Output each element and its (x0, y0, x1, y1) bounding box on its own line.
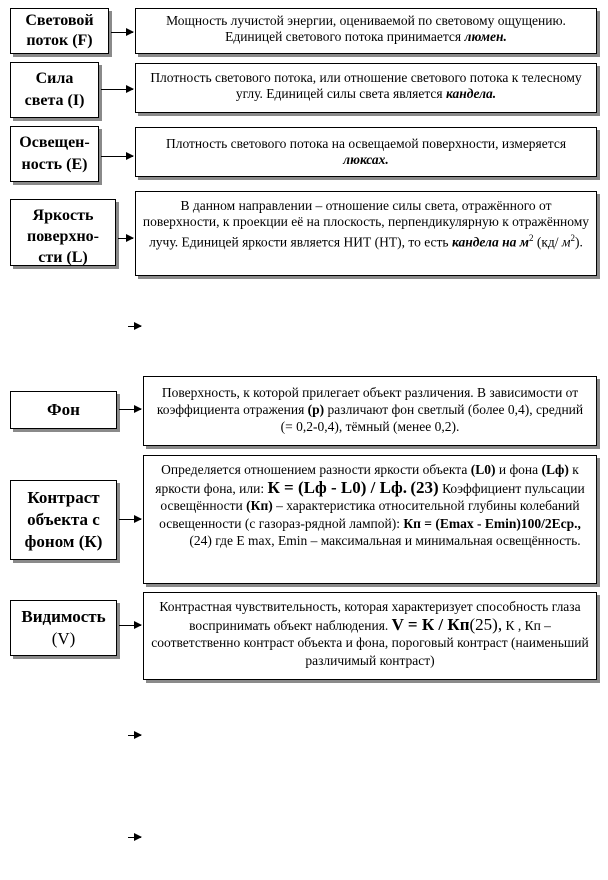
term-line: (V) (51, 629, 76, 648)
term-visibility (10, 600, 117, 656)
equation-number: (23) (410, 477, 439, 497)
symbol-kp: (Кп) (246, 498, 273, 513)
reflectance-symbol: (р) (307, 402, 325, 417)
arrow (111, 32, 133, 33)
desc-text: Коэффициент пульсации освещённости (160, 480, 585, 513)
desc-text: Контрастная чувствительность, которая характеризует способность глаза воспринимать объект наблюдения. (159, 599, 581, 633)
symbol-l0: (L0) (470, 462, 496, 477)
desc-text: к яркости фона, или: (155, 462, 579, 496)
term-luminance (10, 199, 116, 266)
symbol-lf: (Lф) (541, 462, 569, 477)
desc-text: (кд/ (533, 234, 562, 250)
superscript: 2 (570, 233, 576, 243)
desc-text: различают фон светлый (более 0,4), средний (= 0,2-0,4), тёмный (менее 0,2). (280, 402, 584, 434)
arrow (119, 409, 141, 410)
desc-text: и (498, 462, 507, 477)
arrow (101, 89, 133, 90)
stray-arrow (128, 326, 141, 327)
term-line: сти (L) (38, 249, 88, 266)
term-background (10, 391, 117, 429)
desc-text: ). (575, 234, 583, 250)
desc-text: Поверхность, к которой прилегает объект различения. В зависимости от коэффициента отражения (156, 385, 579, 417)
term-contrast (10, 480, 117, 560)
term-line: ность (E) (21, 156, 88, 173)
desc-text: Мощность лучистой энергии, оцениваемой по световому ощущению. Единицей светового потока принимается (166, 13, 566, 44)
desc-text: м (561, 234, 571, 250)
desc-luminance (135, 191, 597, 276)
term-line: света (I) (24, 92, 85, 109)
equation-number: (25), (469, 614, 503, 634)
term-line: Яркость (32, 207, 94, 224)
term-luminous-intensity (10, 62, 99, 118)
term-line: Световой (25, 12, 94, 29)
formula-visibility: V = К / Кп (391, 614, 470, 634)
term-line: поверхно- (26, 228, 99, 245)
term-line: Освещен- (19, 134, 90, 151)
stray-arrow (128, 735, 141, 736)
unit-candela-per-m2: кандела на м (451, 234, 529, 250)
desc-visibility (143, 592, 597, 680)
arrow (118, 238, 133, 239)
equation-number: (24) (189, 533, 212, 548)
term-line: Контраст (27, 488, 100, 507)
arrow (101, 156, 133, 157)
term-line: Сила (35, 70, 74, 87)
term-line: фоном (К) (24, 532, 103, 551)
desc-text: Плотность светового потока, или отношение светового потока к телесному углу. Единицей силы света является (150, 70, 582, 101)
desc-background (143, 376, 597, 446)
desc-text: Определяется отношением разности яркости объекта (161, 462, 468, 477)
term-luminous-flux (10, 8, 109, 54)
unit-candela: кандела. (446, 86, 497, 101)
desc-text: где E max, Emin – максимальная и минимальная освещённость. (215, 533, 581, 548)
desc-text: – характеристика относительной глубины колебаний освещенности (с газораз-рядной лампой): (159, 498, 580, 531)
unit-lumen: люмен. (464, 29, 507, 44)
term-line: поток (F) (26, 32, 93, 49)
desc-text: В данном направлении – отношение силы света, отражённого от поверхности, к проекции её на плоскость, перпендикулярную к отражённому лучу. Единицей яркости является НИТ (НТ), то есть (142, 198, 590, 250)
desc-illuminance (135, 127, 597, 177)
arrow (119, 625, 141, 626)
desc-text: фона (509, 462, 539, 477)
unit-lux: люксах. (343, 152, 389, 167)
desc-luminous-intensity (135, 63, 597, 113)
formula-contrast: К = (Lф - L0) / Lф. (267, 477, 407, 497)
term-line: Видимость (21, 607, 106, 626)
desc-text: К , Кп – соответственно контраст объекта и фона, пороговый контраст (наименьший различимый контраст) (151, 617, 589, 668)
formula-pulsation: Кп = (Emax - Emin)100/2Eср., (403, 515, 581, 531)
superscript: 2 (528, 233, 534, 243)
desc-contrast (143, 455, 597, 584)
term-illuminance (10, 126, 99, 182)
desc-text: Плотность светового потока на освещаемой поверхности, измеряется (165, 136, 567, 151)
term-line: Фон (47, 400, 80, 419)
desc-luminous-flux (135, 8, 597, 54)
stray-arrow (128, 837, 141, 838)
term-line: объекта с (27, 510, 100, 529)
arrow (119, 519, 141, 520)
